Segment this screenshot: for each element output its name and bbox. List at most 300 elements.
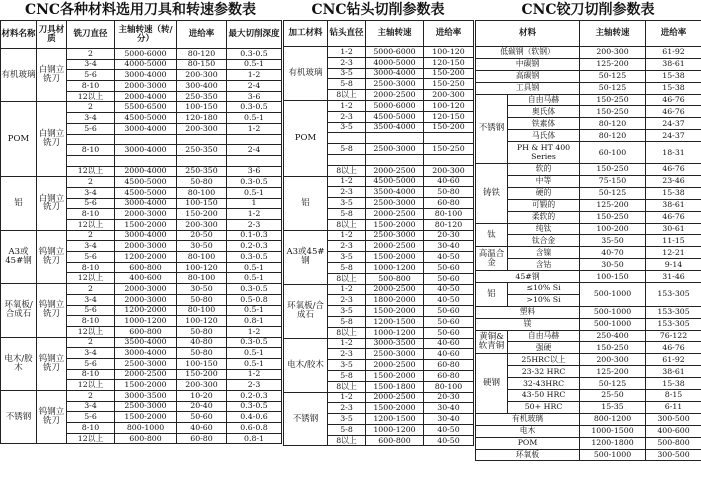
feed-rate-cell: 50-80 xyxy=(177,348,227,359)
spindle-speed-cell: 4500-5000 xyxy=(115,113,177,124)
spindle-speed-cell: 1500-2000 xyxy=(366,306,424,317)
header-cell: 刀具材质 xyxy=(37,21,67,49)
material-group-cell: 不锈钢 xyxy=(476,94,508,164)
spindle-speed-cell: 3500-4000 xyxy=(115,337,177,348)
feed-rate-cell: 40-50 xyxy=(424,284,474,295)
spindle-speed-cell: 3000-4000 xyxy=(115,123,177,134)
diameter-cell: 5-6 xyxy=(67,70,115,81)
feed-rate-cell: 30-50 xyxy=(177,284,227,295)
cut-depth-cell: 0.2-0.3 xyxy=(227,241,282,252)
drill-diameter-cell: 2-3 xyxy=(328,187,366,198)
spindle-speed-cell: 1000-1200 xyxy=(366,424,424,435)
spindle-speed-cell: 35-50 xyxy=(580,235,646,247)
cut-depth-cell: 0.5-1 xyxy=(227,59,282,70)
cut-depth-cell: 0.5-1 xyxy=(227,187,282,198)
material-group-cell: 硬钢 xyxy=(476,354,508,413)
spindle-speed-cell: 600-800 xyxy=(115,433,177,444)
table-row xyxy=(1,102,282,113)
drill-diameter-cell: 8以上 xyxy=(328,381,366,392)
drill-diameter-cell: 8以上 xyxy=(328,90,366,101)
table-row xyxy=(476,283,701,295)
spindle-speed-cell: 150-250 xyxy=(580,106,646,118)
diameter-cell: 3-4 xyxy=(67,59,115,70)
feed-rate-cell: 50-80 xyxy=(424,187,474,198)
subtype-cell: 含镍 xyxy=(508,247,580,259)
drill-diameter-cell: 3-5 xyxy=(328,306,366,317)
feed-rate-cell: 80-120 xyxy=(424,219,474,230)
feed-rate-cell: 40-50 xyxy=(424,252,474,263)
spindle-speed-cell: 50-125 xyxy=(580,187,646,199)
drill-diameter-cell xyxy=(328,154,366,165)
cut-depth-cell: 2-3 xyxy=(227,380,282,391)
spindle-speed-cell: 1500-2000 xyxy=(366,252,424,263)
diameter-cell: 2 xyxy=(67,230,115,241)
spindle-speed-cell: 2500-3000 xyxy=(366,230,424,241)
feed-rate-cell: 200-300 xyxy=(177,380,227,391)
cut-depth-cell: 0.5-0.8 xyxy=(227,294,282,305)
table-row xyxy=(476,70,701,82)
feed-rate-cell: 76-122 xyxy=(646,330,701,342)
table-row xyxy=(476,366,701,378)
table-row xyxy=(1,49,282,60)
spindle-speed-cell: 1500-2000 xyxy=(115,220,177,231)
cut-depth-cell: 0.1-0.3 xyxy=(227,230,282,241)
diameter-cell: 3-4 xyxy=(67,401,115,412)
spindle-speed-cell: 2500-3000 xyxy=(115,401,177,412)
material-group-cell: 钛 xyxy=(476,223,508,247)
spindle-speed-cell: 5000-6000 xyxy=(115,49,177,60)
drill-diameter-cell: 1-2 xyxy=(328,100,366,111)
material-cell: 有机玻璃 xyxy=(476,413,580,425)
panel-reamer xyxy=(475,0,701,500)
feed-rate-cell: 100-120 xyxy=(424,47,474,58)
feed-rate-cell: 100-120 xyxy=(177,262,227,273)
feed-rate-cell: 80-120 xyxy=(177,49,227,60)
feed-rate-cell: 50-60 xyxy=(424,327,474,338)
feed-rate-cell: 6-11 xyxy=(646,401,701,413)
material-group-cell: 铸铁 xyxy=(476,164,508,223)
drill-diameter-cell: 3-5 xyxy=(328,252,366,263)
tool-cell: 白钢立铣刀 xyxy=(37,102,67,177)
table-row xyxy=(284,47,474,58)
header-cell: 主轴转速 xyxy=(580,21,646,47)
feed-rate-cell: 9-14 xyxy=(646,259,701,271)
subtype-cell: 柔软的 xyxy=(508,211,580,223)
diameter-cell xyxy=(67,155,115,166)
material-cell: A3或45#钢 xyxy=(1,230,37,283)
subtype-cell: 23-32 HRC xyxy=(508,366,580,378)
diameter-cell: 8-10 xyxy=(67,209,115,220)
feed-rate-cell: 20-40 xyxy=(177,401,227,412)
table-row xyxy=(476,130,701,142)
subtype-cell: 含钴 xyxy=(508,259,580,271)
material-cell: 不锈钢 xyxy=(1,391,37,444)
table-row xyxy=(476,449,701,461)
subtype-cell: 软的 xyxy=(508,164,580,176)
table-row xyxy=(476,378,701,390)
material-cell: 塑料 xyxy=(476,306,580,318)
spindle-speed-cell: 600-800 xyxy=(115,262,177,273)
spindle-speed-cell: 2000-2500 xyxy=(366,284,424,295)
spindle-speed-cell: 2000-2500 xyxy=(366,241,424,252)
header-cell: 加工材料 xyxy=(284,21,328,47)
diameter-cell xyxy=(67,134,115,145)
spindle-speed-cell: 5500-6500 xyxy=(115,102,177,113)
diameter-cell: 2 xyxy=(67,49,115,60)
spindle-speed-cell: 4500-5000 xyxy=(115,187,177,198)
material-cell: 不锈钢 xyxy=(284,392,328,446)
spindle-speed-cell: 500-1000 xyxy=(580,283,646,307)
spindle-speed-cell: 100-200 xyxy=(580,223,646,235)
drill-diameter-cell: 2-3 xyxy=(328,57,366,68)
diameter-cell: 8-10 xyxy=(67,423,115,434)
feed-rate-cell: 30-61 xyxy=(646,223,701,235)
subtype-cell: 硬的 xyxy=(508,187,580,199)
feed-rate-cell: 80-100 xyxy=(424,381,474,392)
tool-cell: 钨钢立铣刀 xyxy=(37,284,67,337)
diameter-cell: 5-6 xyxy=(67,358,115,369)
feed-rate-cell: 300-500 xyxy=(646,413,701,425)
drill-diameter-cell: 3-5 xyxy=(328,360,366,371)
spindle-speed-cell: 600-800 xyxy=(366,435,424,446)
feed-rate-cell: 40-60 xyxy=(177,423,227,434)
cut-depth-cell: 2-4 xyxy=(227,81,282,92)
table-row xyxy=(476,437,701,449)
cut-depth-cell: 1-2 xyxy=(227,209,282,220)
spindle-speed-cell: 2000-2500 xyxy=(115,369,177,380)
table-row xyxy=(476,94,701,106)
feed-rate-cell: 20-30 xyxy=(424,230,474,241)
header-cell: 主轴转速 xyxy=(366,21,424,47)
feed-rate-cell: 15-38 xyxy=(646,82,701,94)
feed-rate-cell: 150-200 xyxy=(424,122,474,133)
cut-depth-cell: 0.5-1 xyxy=(227,348,282,359)
drill-diameter-cell: 5-8 xyxy=(328,79,366,90)
spindle-speed-cell: 2000-3000 xyxy=(115,294,177,305)
drill-diameter-cell: 3-5 xyxy=(328,68,366,79)
spindle-speed-cell: 3000-3500 xyxy=(366,338,424,349)
spindle-speed-cell: 75-150 xyxy=(580,176,646,188)
cut-depth-cell: 0.8-1 xyxy=(227,316,282,327)
drill-diameter-cell: 5-8 xyxy=(328,262,366,273)
feed-rate-cell: 100-150 xyxy=(177,102,227,113)
spindle-speed-cell: 30-50 xyxy=(580,259,646,271)
spindle-speed-cell: 3000-4000 xyxy=(115,70,177,81)
feed-rate-cell: 12-21 xyxy=(646,247,701,259)
diameter-cell: 3-4 xyxy=(67,348,115,359)
spindle-speed-cell: 50-125 xyxy=(580,378,646,390)
feed-rate-cell: 46-76 xyxy=(646,164,701,176)
tool-cell: 白钢立铣刀 xyxy=(37,49,67,102)
spindle-speed-cell: 2000-2500 xyxy=(366,208,424,219)
spindle-speed-cell: 2500-3000 xyxy=(366,144,424,155)
feed-rate-cell: 50-60 xyxy=(177,412,227,423)
feed-rate-cell: 80-100 xyxy=(177,187,227,198)
title-milling: CNC各种材料选用刀具和转速参数表 xyxy=(24,2,257,18)
cut-depth-cell: 0.5-1 xyxy=(227,305,282,316)
spindle-speed-cell: 150-250 xyxy=(580,211,646,223)
drill-diameter-cell: 5-8 xyxy=(328,316,366,327)
feed-rate-cell: 50-80 xyxy=(177,326,227,337)
subtype-cell: 马氏体 xyxy=(508,130,580,142)
spindle-speed-cell xyxy=(115,155,177,166)
table-row xyxy=(284,338,474,349)
feed-rate-cell: 150-200 xyxy=(177,369,227,380)
spindle-speed-cell: 4500-5000 xyxy=(115,177,177,188)
drill-diameter-cell: 5-8 xyxy=(328,144,366,155)
table-row xyxy=(1,284,282,295)
material-cell: POM xyxy=(1,102,37,177)
table-row xyxy=(476,47,701,59)
table-row xyxy=(476,199,701,211)
diameter-cell: 8-10 xyxy=(67,145,115,156)
material-cell: A3或45#钢 xyxy=(284,230,328,284)
material-cell: 环氧板/合成石 xyxy=(284,284,328,338)
subtype-cell: 自由马赫 xyxy=(508,330,580,342)
feed-rate-cell: 50-60 xyxy=(424,273,474,284)
cut-depth-cell: 0.5-1 xyxy=(227,113,282,124)
feed-rate-cell: 153-305 xyxy=(646,306,701,318)
material-cell: 工具钢 xyxy=(476,82,580,94)
table-row xyxy=(284,284,474,295)
feed-rate-cell: 400-600 xyxy=(646,425,701,437)
spindle-speed-cell: 2500-3000 xyxy=(366,79,424,90)
cut-depth-cell: 3-6 xyxy=(227,166,282,177)
material-cell: 铝 xyxy=(284,176,328,230)
drill-diameter-cell: 8以上 xyxy=(328,165,366,176)
subtype-cell: 32-43HRC xyxy=(508,378,580,390)
spindle-speed-cell: 250-400 xyxy=(580,330,646,342)
subtype-cell: 奥氏体 xyxy=(508,106,580,118)
title-drill: CNC钻头切削参数表 xyxy=(311,2,445,18)
cut-depth-cell: 0.8-1 xyxy=(227,433,282,444)
feed-rate-cell: 10-20 xyxy=(177,391,227,402)
subtype-cell: 纯钛 xyxy=(508,223,580,235)
spindle-speed-cell: 1200-1500 xyxy=(366,316,424,327)
drill-diameter-cell: 1-2 xyxy=(328,284,366,295)
feed-rate-cell: 150-250 xyxy=(424,144,474,155)
spindle-speed-cell: 500-1000 xyxy=(580,449,646,461)
feed-rate-cell: 120-180 xyxy=(177,113,227,124)
subtype-cell: 25HRC以上 xyxy=(508,354,580,366)
feed-rate-cell: 15-38 xyxy=(646,187,701,199)
feed-rate-cell: 100-150 xyxy=(177,358,227,369)
drill-diameter-cell: 1-2 xyxy=(328,176,366,187)
title-reamer: CNC铰刀切削参数表 xyxy=(521,2,655,18)
spindle-speed-cell: 3500-4000 xyxy=(366,122,424,133)
diameter-cell: 12以上 xyxy=(67,380,115,391)
feed-rate-cell: 30-40 xyxy=(424,241,474,252)
spindle-speed-cell: 3000-4000 xyxy=(366,68,424,79)
feed-rate-cell: 150-200 xyxy=(177,209,227,220)
spindle-speed-cell: 1500-2000 xyxy=(366,370,424,381)
feed-rate-cell: 38-61 xyxy=(646,199,701,211)
spindle-speed-cell: 1500-2000 xyxy=(115,380,177,391)
spindle-speed-cell xyxy=(115,134,177,145)
drill-diameter-cell: 8以上 xyxy=(328,435,366,446)
cut-depth-cell xyxy=(227,155,282,166)
panel-drill xyxy=(283,0,473,500)
feed-rate-cell: 500-800 xyxy=(646,437,701,449)
spindle-speed-cell: 50-125 xyxy=(580,82,646,94)
feed-rate-cell: 40-50 xyxy=(424,435,474,446)
header-cell: 进给率 xyxy=(424,21,474,47)
spindle-speed-cell: 1800-2000 xyxy=(366,295,424,306)
panel-milling xyxy=(0,0,281,500)
spindle-speed-cell: 50-125 xyxy=(580,70,646,82)
spindle-speed-cell: 15-35 xyxy=(580,401,646,413)
material-cell: 环氧板/合成石 xyxy=(1,284,37,337)
table-row xyxy=(1,230,282,241)
spindle-speed-cell: 125-200 xyxy=(580,366,646,378)
drill-diameter-cell: 3-5 xyxy=(328,414,366,425)
diameter-cell: 12以上 xyxy=(67,326,115,337)
feed-rate-cell xyxy=(424,133,474,144)
subtype-cell: 强硬 xyxy=(508,342,580,354)
diameter-cell: 2 xyxy=(67,284,115,295)
drill-diameter-cell: 1-2 xyxy=(328,230,366,241)
spindle-speed-cell: 80-120 xyxy=(580,130,646,142)
subtype-cell: PH & HT 400 Series xyxy=(508,142,580,164)
drill-diameter-cell: 8以上 xyxy=(328,219,366,230)
cut-depth-cell: 1-2 xyxy=(227,123,282,134)
spindle-speed-cell: 2500-3000 xyxy=(366,198,424,209)
diameter-cell: 2 xyxy=(67,391,115,402)
cut-depth-cell: 0.6-0.8 xyxy=(227,423,282,434)
diameter-cell: 5-6 xyxy=(67,123,115,134)
spindle-speed-cell: 4500-5000 xyxy=(366,176,424,187)
feed-rate-cell: 250-350 xyxy=(177,91,227,102)
table-row xyxy=(476,211,701,223)
material-cell: 有机玻璃 xyxy=(284,47,328,101)
table-row xyxy=(476,390,701,402)
spindle-speed-cell: 3000-4000 xyxy=(115,230,177,241)
spindle-speed-cell: 1200-1500 xyxy=(366,414,424,425)
table-row xyxy=(476,58,701,70)
spindle-speed-cell: 3000-4000 xyxy=(115,145,177,156)
cut-depth-cell: 0.5-1 xyxy=(227,358,282,369)
feed-rate-cell: 150-250 xyxy=(424,79,474,90)
cut-depth-cell: 1 xyxy=(227,198,282,209)
feed-rate-cell: 38-61 xyxy=(646,366,701,378)
spindle-speed-cell: 2000-3000 xyxy=(115,81,177,92)
header-cell: 钻头直径 xyxy=(328,21,366,47)
spindle-speed-cell: 80-120 xyxy=(580,118,646,130)
feed-rate-cell: 80-150 xyxy=(177,59,227,70)
feed-rate-cell: 15-38 xyxy=(646,70,701,82)
drill-diameter-cell: 8以上 xyxy=(328,327,366,338)
feed-rate-cell: 61-92 xyxy=(646,354,701,366)
header-cell: 材料 xyxy=(476,21,580,47)
material-cell: 电木/胶木 xyxy=(1,337,37,390)
diameter-cell: 8-10 xyxy=(67,262,115,273)
diameter-cell: 5-6 xyxy=(67,252,115,263)
diameter-cell: 5-6 xyxy=(67,305,115,316)
feed-rate-cell: 80-100 xyxy=(177,252,227,263)
diameter-cell: 3-4 xyxy=(67,187,115,198)
header-row xyxy=(284,21,474,47)
diameter-cell: 3-4 xyxy=(67,294,115,305)
material-cell: 电木/胶木 xyxy=(284,338,328,392)
table-row xyxy=(476,306,701,318)
spindle-speed-cell: 1200-2000 xyxy=(115,252,177,263)
table-row xyxy=(476,330,701,342)
spindle-speed-cell: 500-800 xyxy=(366,273,424,284)
spindle-speed-cell: 3500-4000 xyxy=(366,187,424,198)
drill-diameter-cell: 5-8 xyxy=(328,208,366,219)
diameter-cell: 3-4 xyxy=(67,113,115,124)
material-cell: 中碳钢 xyxy=(476,58,580,70)
table-row xyxy=(476,176,701,188)
spindle-speed-cell: 100-150 xyxy=(580,271,646,283)
drill-diameter-cell xyxy=(328,133,366,144)
spindle-speed-cell: 150-250 xyxy=(580,164,646,176)
cut-depth-cell: 0.3-0.5 xyxy=(227,337,282,348)
table-milling xyxy=(0,20,282,444)
feed-rate-cell: 50-60 xyxy=(424,306,474,317)
feed-rate-cell: 120-150 xyxy=(424,57,474,68)
table-row xyxy=(1,391,282,402)
cut-depth-cell: 0.3-0.5 xyxy=(227,401,282,412)
spindle-speed-cell xyxy=(366,154,424,165)
material-cell: 镁 xyxy=(476,318,580,330)
feed-rate-cell: 60-80 xyxy=(424,198,474,209)
drill-diameter-cell: 8以上 xyxy=(328,273,366,284)
spindle-speed-cell: 2000-2500 xyxy=(366,360,424,371)
spindle-speed-cell: 2000-2500 xyxy=(366,165,424,176)
drill-diameter-cell: 5-8 xyxy=(328,424,366,435)
spindle-speed-cell: 200-300 xyxy=(580,354,646,366)
spindle-speed-cell: 3000-4000 xyxy=(115,348,177,359)
feed-rate-cell: 250-350 xyxy=(177,166,227,177)
table-row xyxy=(476,235,701,247)
spindle-speed-cell: 40-70 xyxy=(580,247,646,259)
table-row xyxy=(476,401,701,413)
feed-rate-cell: 31-46 xyxy=(646,271,701,283)
feed-rate-cell: 50-80 xyxy=(177,177,227,188)
cut-depth-cell: 1-2 xyxy=(227,70,282,81)
header-row xyxy=(476,21,701,47)
material-cell: POM xyxy=(284,100,328,176)
table-row xyxy=(476,164,701,176)
table-row xyxy=(284,392,474,403)
spindle-speed-cell: 5000-6000 xyxy=(366,100,424,111)
drill-diameter-cell: 2-3 xyxy=(328,349,366,360)
spindle-speed-cell: 1000-1200 xyxy=(366,327,424,338)
material-cell: 电木 xyxy=(476,425,580,437)
feed-rate-cell: 153-305 xyxy=(646,283,701,307)
spindle-speed-cell: 2500-3000 xyxy=(115,358,177,369)
spindle-speed-cell: 2000-4000 xyxy=(115,166,177,177)
material-cell: 高碳钢 xyxy=(476,70,580,82)
table-row xyxy=(476,247,701,259)
subtype-cell: 铁素体 xyxy=(508,118,580,130)
table-row xyxy=(476,142,701,164)
cut-depth-cell: 3-6 xyxy=(227,91,282,102)
diameter-cell: 2 xyxy=(67,102,115,113)
drill-diameter-cell: 3-5 xyxy=(328,198,366,209)
feed-rate-cell: 200-300 xyxy=(424,165,474,176)
diameter-cell: 12以上 xyxy=(67,433,115,444)
tool-cell: 钨钢立铣刀 xyxy=(37,230,67,283)
spindle-speed-cell: 1200-2000 xyxy=(115,305,177,316)
cut-depth-cell: 2-3 xyxy=(227,220,282,231)
spindle-speed-cell: 2000-3000 xyxy=(115,209,177,220)
drill-diameter-cell: 1-2 xyxy=(328,47,366,58)
feed-rate-cell xyxy=(424,154,474,165)
feed-rate-cell: 200-300 xyxy=(424,90,474,101)
feed-rate-cell: 153-305 xyxy=(646,318,701,330)
